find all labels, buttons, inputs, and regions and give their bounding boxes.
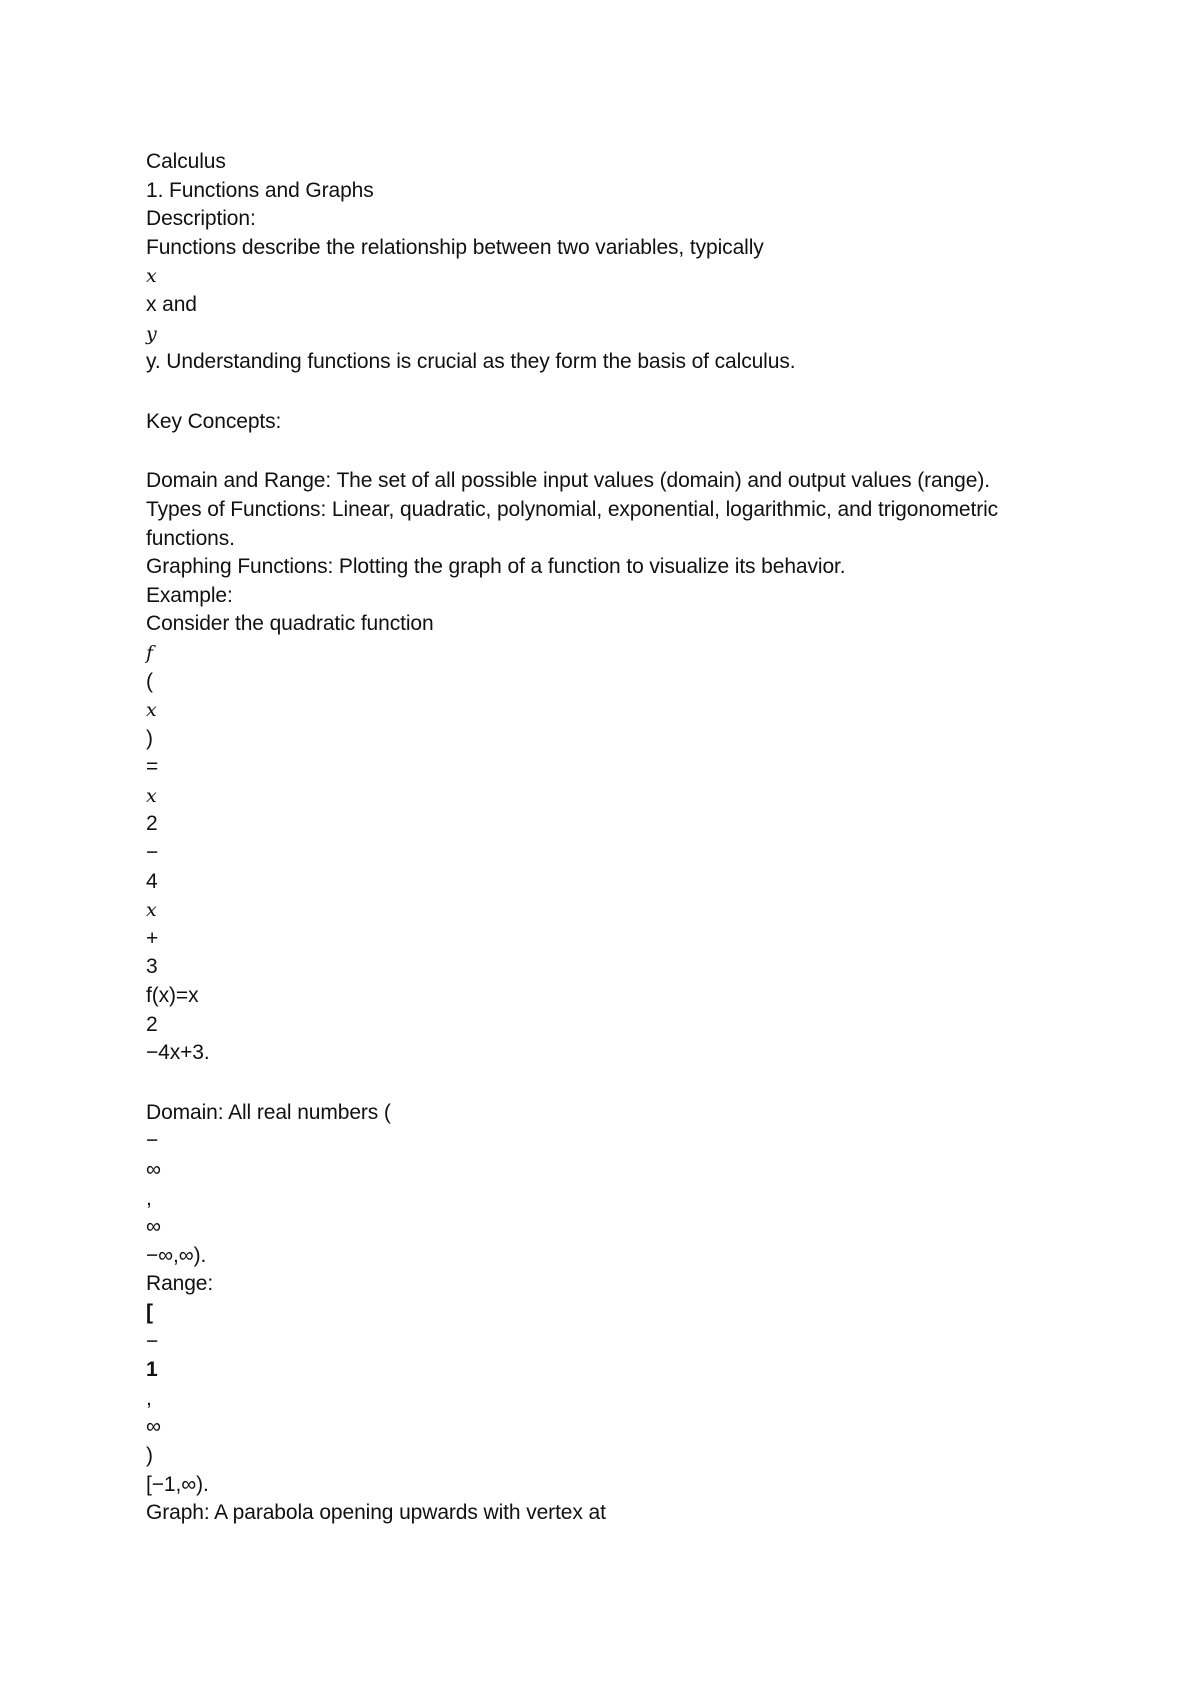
range-token: , — [146, 1386, 152, 1410]
function-token: x — [146, 699, 157, 722]
range-label: Range: — [146, 1272, 214, 1296]
math-variable-x: x — [146, 265, 157, 288]
example-intro: Consider the quadratic function — [146, 612, 434, 636]
range-token: ) — [146, 1443, 153, 1467]
description-text: y. Understanding functions is crucial as they form the basis of calculus. — [146, 350, 796, 374]
function-token: ) — [146, 726, 153, 750]
function-token: 3 — [146, 955, 158, 979]
domain-plain: −∞,∞). — [146, 1243, 207, 1267]
range-token: [ — [146, 1300, 153, 1324]
domain-token: − — [146, 1129, 159, 1153]
concept-graphing: Graphing Functions: Plotting the graph of a function to visualize its behavior. — [146, 555, 846, 579]
description-text: x and — [146, 292, 197, 316]
function-token: + — [146, 926, 159, 950]
range-token: ∞ — [146, 1415, 161, 1439]
function-plain: −4x+3. — [146, 1041, 210, 1065]
key-concepts-label: Key Concepts: — [146, 409, 282, 433]
function-token: ( — [146, 669, 153, 693]
range-token: − — [146, 1329, 159, 1353]
graph-text: Graph: A parabola opening upwards with vertex at — [146, 1501, 606, 1525]
function-token: x — [146, 784, 157, 807]
blank-line — [146, 377, 1086, 408]
domain-text: Domain: All real numbers ( — [146, 1100, 391, 1124]
example-label: Example: — [146, 583, 233, 607]
domain-token: , — [146, 1186, 152, 1210]
section-heading: 1. Functions and Graphs — [146, 178, 374, 202]
concept-types: Types of Functions: Linear, quadratic, polynomial, exponential, logarithmic, and trigonometric functions. — [146, 497, 999, 550]
domain-token: ∞ — [146, 1158, 161, 1181]
range-plain: [−1,∞). — [146, 1472, 209, 1496]
domain-token: ∞ — [146, 1215, 161, 1239]
function-token: 4 — [146, 869, 158, 893]
blank-line — [146, 1068, 1086, 1099]
document-title: Calculus — [146, 150, 226, 173]
range-token: 1 — [146, 1358, 158, 1382]
function-token: x — [146, 899, 157, 922]
function-token: = — [146, 755, 159, 779]
description-text: Functions describe the relationship between two variables, typically — [146, 235, 764, 259]
function-token: f — [146, 641, 153, 664]
document-body — [146, 148, 1086, 1528]
function-plain: 2 — [146, 1012, 158, 1036]
concept-domain-range: Domain and Range: The set of all possible input values (domain) and output values (range). — [146, 469, 990, 493]
blank-line — [146, 436, 1086, 467]
function-token: 2 — [146, 812, 158, 836]
description-label: Description: — [146, 207, 256, 231]
math-variable-y: y — [146, 322, 157, 345]
function-plain: f(x)=x — [146, 984, 199, 1008]
function-token: − — [146, 841, 159, 865]
